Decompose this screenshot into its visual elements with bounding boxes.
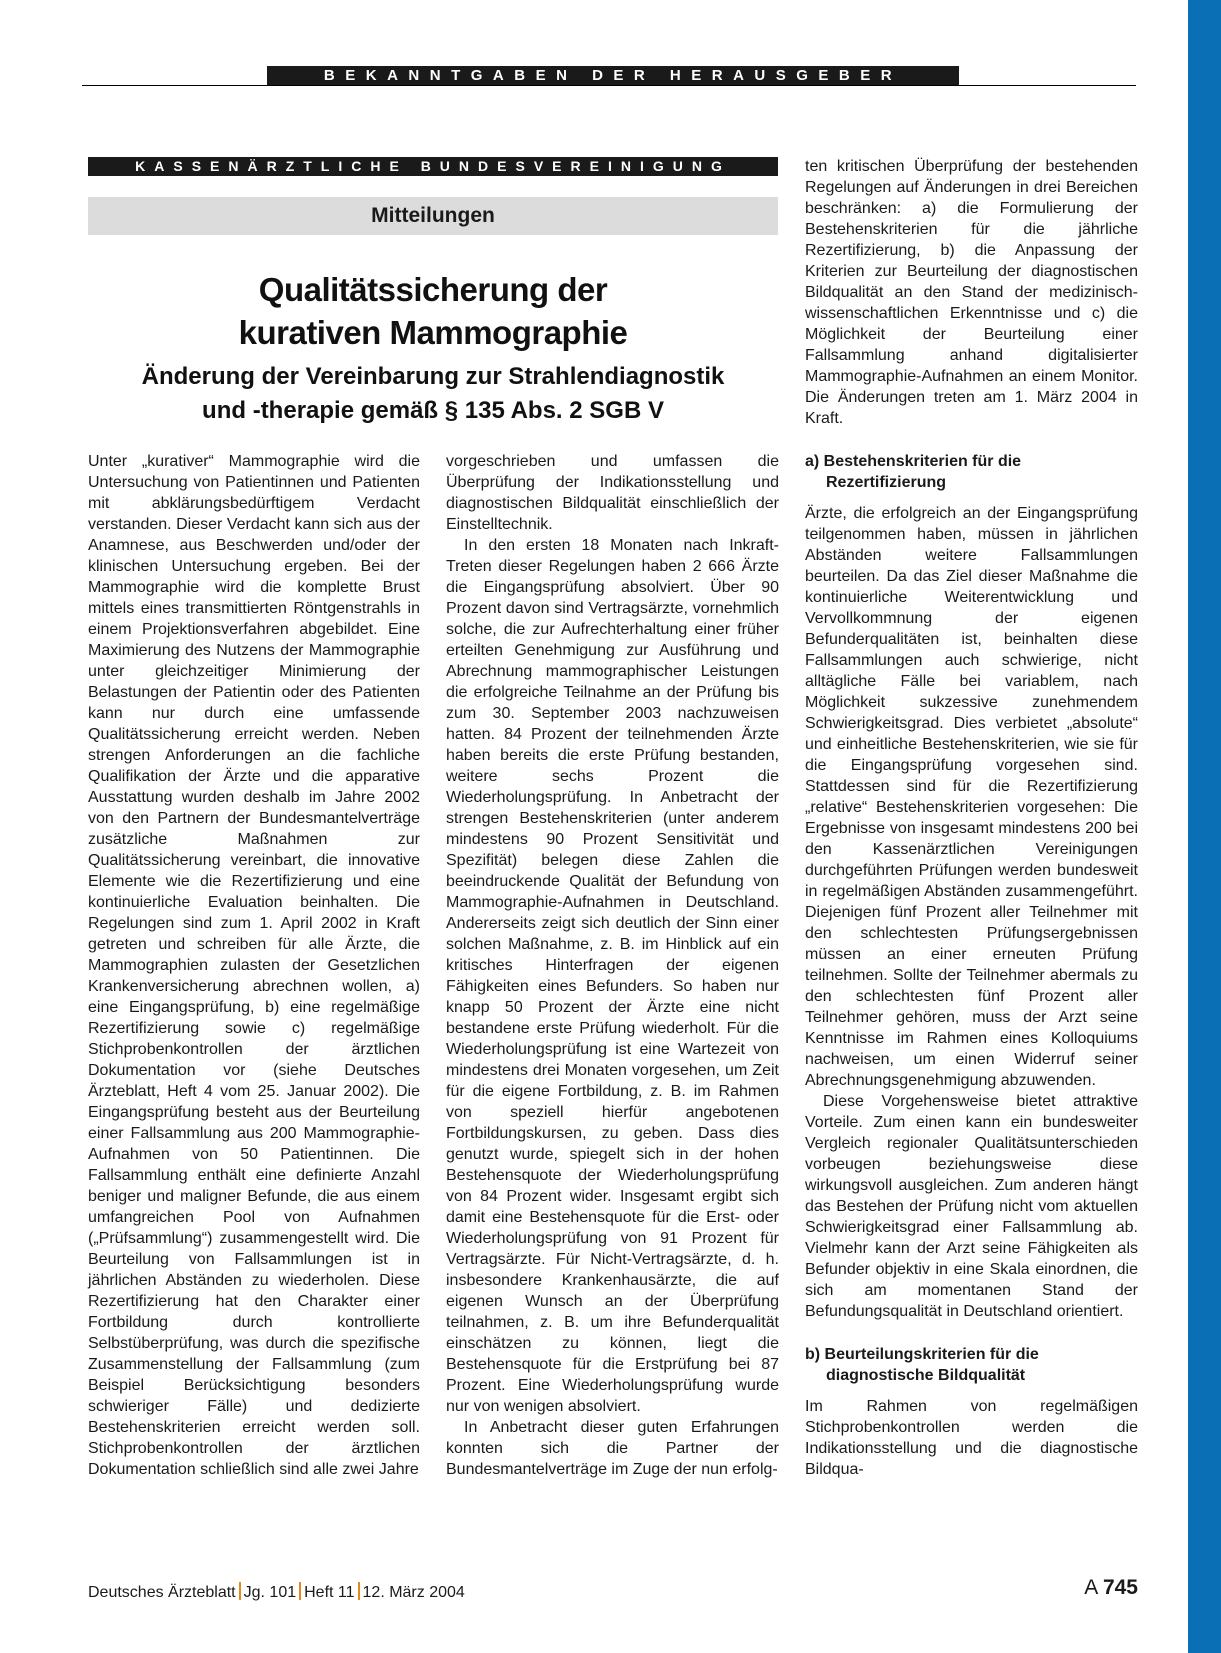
volume: Jg. 101	[243, 1584, 297, 1601]
article-subtitle	[88, 360, 778, 428]
paragraph: In den ersten 18 Monaten nach Inkraft-Treten dieser Regelungen haben 2 666 Ärzte die Eingangsprüfung absolviert. Über 90 Prozent davon sind Vertragsärzte, vornehmlich solche, die zur Aufrechterhaltung einer früher erteilten Genehmigung zur Ausführung und Abrechnung mammographischer Leistungen die erfolgreiche Teilnahme an der Prüfung bis zum 30. September 2003 nachzuweisen hatten. 84 Prozent der teilnehmenden Ärzte haben bereits die erste Prüfung bestanden, weitere sechs Prozent die Wiederholungsprüfung. In Anbetracht der strengen Bestehenskriterien (unter anderem mindestens 90 Prozent Sensitivität und Spezifität) belegen diese Zahlen die beeindruckende Qualität der Befundung von Mammographie-Aufnahmen in Deutschland. Andererseits zeigt sich deutlich der Sinn einer solchen Maßnahme, z. B. im Hinblick auf ein kritisches Hinterfragen der eigenen Fähigkeiten eines Befunders. So haben nur knapp 50 Prozent der Ärzte eine nicht bestandene erste Prüfung wiederholt. Für die Wiederholungsprüfung ist eine Wartezeit von mindestens drei Monaten vorgesehen, um Zeit für die eigene Fortbildung, z. B. im Rahmen von speziell hierfür angebotenen Fortbildungskursen, zu geben. Dass dies genutzt wurde, spiegelt sich in der hohen Bestehensquote der Wiederholungsprüfung von 84 Prozent wider. Insgesamt ergibt sich damit eine Bestehensquote für die Erst- oder Wiederholungsprüfung von 91 Prozent für Vertragsärzte. Für Nicht-Vertragsärzte, d. h. insbesondere Krankenhausärzte, die auf eigenen Wunsch an der Überprüfung teilnahmen, z. B. um ihre Befunderqualität einschätzen zu können, liegt die Bestehensquote für die Erstprüfung bei 87 Prozent. Eine Wiederholungsprüfung wurde nur von wenigen absolviert.	[446, 537, 779, 1415]
publisher-band: BEKANNTGABEN DER HERAUSGEBER	[267, 66, 959, 85]
paragraph: ten kritischen Überprüfung der bestehenden Regelungen auf Änderungen in drei Bereichen beschränken: a) die Formulierung der Bestehenskriterien für die jährliche Rezertifizierung, b) die Anpassung der Kriterien zur Beurteilung der diagnostischen Bildqualität an den Stand der medizinisch-wissenschaftlichen Erkenntnisse und c) die Möglichkeit der Beurteilung einer Fallsammlung anhand digitalisierter Mammographie-Aufnahmen an einem Monitor. Die Änderungen treten am 1. März 2004 in Kraft.	[805, 158, 1138, 427]
text-column-1	[88, 451, 420, 1480]
separator	[299, 1582, 301, 1600]
title-line-1: Qualitätssicherung der	[258, 271, 608, 308]
footer-citation	[88, 1582, 465, 1602]
subheading-b: b) Beurteilungskriterien für die diagnostische Bildqualität	[805, 1346, 1039, 1384]
paragraph: Unter „kurativer“ Mammographie wird die Untersuchung von Patientinnen und Patienten mit abklärungsbedürftigem Verdacht verstanden. Dieser Verdacht kann sich aus der Anamnese, aus Beschwerden und/oder der klinischen Untersuchung ergeben. Bei der Mammographie wird die komplette Brust mittels eines transmittierten Röntgenstrahls in einem Projektionsverfahren abgebildet. Eine Maximierung des Nutzens der Mammographie unter gleichzeitiger Minimierung der Belastungen der Patientin oder des Patienten kann nur durch eine umfassende Qualitätssicherung erreicht werden. Neben strengen Anforderungen an die fachliche Qualifikation der Ärzte und die apparative Ausstattung wurden deshalb im Jahre 2002 von den Partnern der Bundesmantelverträge zusätzliche Maßnahmen zur Qualitätssicherung vereinbart, die innovative Elemente wie die Rezertifizierung und eine kontinuierliche Evaluation beinhalten. Die Regelungen sind zum 1. April 2002 in Kraft getreten und schreiben für alle Ärzte, die Mammographien zulasten der Gesetzlichen Krankenversicherung abrechnen wollen, a) eine Eingangsprüfung, b) eine regelmäßige Rezertifizierung sowie c) regelmäßige Stichprobenkontrollen der ärztlichen Dokumentation vor (siehe Deutsches Ärzteblatt, Heft 4 vom 25. Januar 2002). Die Eingangsprüfung besteht aus der Beurteilung einer Fallsammlung aus 200 Mammographie-Aufnahmen von 50 Patientinnen. Die Fallsammlung enthält eine definierte Anzahl beniger und maligner Befunde, die aus einem umfangreichen Pool von Aufnahmen („Prüfsammlung“) zusammengestellt wird. Die Beurteilung von Fallsammlungen ist in jährlichen Abständen zu wiederholen. Diese Rezertifizierung hat den Charakter einer Fortbildung durch kontrollierte Selbstüberprüfung, was durch die spezifische Zusammenstellung der Fallsammlung (zum Beispiel Berücksichtigung besonders schwieriger Fälle) und dedizierte Bestehenskriterien erreicht werden soll. Stichprobenkontrollen der ärztlichen Dokumentation schließlich sind alle zwei Jahre	[88, 453, 420, 1478]
subtitle-line-1: Änderung der Vereinbarung zur Strahlendiagnostik	[141, 363, 725, 390]
separator	[239, 1582, 241, 1600]
header-rule	[82, 85, 1136, 86]
text-column-3	[805, 156, 1138, 1480]
paragraph: Ärzte, die erfolgreich an der Eingangsprüfung teilgenommen haben, müssen in jährlichen Abständen weitere Fallsammlungen beurteilen. Da das Ziel dieser Maßnahme die kontinuierliche Weiterentwicklung und Vervollkommnung der eigenen Befunderqualitäten ist, beinhalten diese Fallsammlungen auch schwierige, nicht alltägliche Fälle bei variablem, nach Möglichkeit sukzessive zunehmendem Schwierigkeitsgrad. Dies verbietet „absolute“ und einheitliche Bestehenskriterien, wie sie für die Eingangsprüfung vorgesehen sind. Stattdessen sind für die Rezertifizierung „relative“ Bestehenskriterien vorgesehen: Die Ergebnisse von insgesamt mindestens 200 bei den Kassenärztlichen Vereinigungen durchgeführten Prüfungen werden bundesweit in regelmäßigen Abständen zusammengeführt. Diejenigen fünf Prozent aller Teilnehmer mit den schlechtesten Prüfungsergebnissen müssen an einer erneuten Prüfung teilnehmen. Sollte der Teilnehmer abermals zu den schlechtesten fünf Prozent aller Teilnehmer gehören, muss der Arzt seine Kenntnisse im Rahmen eines Kolloquiums nachweisen, um einen Widerruf seiner Abrechnungsgenehmigung abzuwenden.	[805, 505, 1138, 1089]
paragraph: vorgeschrieben und umfassen die Überprüfung der Indikationsstellung und diagnostischen Bildqualität einschließlich der Einstelltechnik.	[446, 453, 779, 533]
journal-name: Deutsches Ärzteblatt	[88, 1584, 236, 1601]
text-column-2	[446, 451, 779, 1480]
title-line-2: kurativen Mammographie	[238, 314, 628, 351]
side-color-bar	[1188, 0, 1221, 1653]
page-number-value: 745	[1102, 1576, 1138, 1599]
paragraph: Diese Vorgehensweise bietet attraktive Vorteile. Zum einen kann ein bundesweiter Vergleich regionaler Qualitätsunterschieden vorbeugen beziehungsweise diese wirkungsvoll ausgleichen. Zum anderen hängt das Bestehen der Prüfung nicht vom aktuellen Schwierigkeitsgrad einer Fallsammlung ab. Vielmehr kann der Arzt seine Fähigkeiten als Befunder objektiv in eine Skala einordnen, die sich am momentanen Stand der Befundungsqualität in Deutschland orientiert.	[805, 1093, 1138, 1320]
section-label: Mitteilungen	[88, 197, 778, 235]
article-title	[88, 268, 778, 354]
organization-band: KASSENÄRZTLICHE BUNDESVEREINIGUNG	[88, 157, 778, 176]
page-number	[1084, 1576, 1138, 1600]
issue: Heft 11	[304, 1584, 355, 1601]
page-prefix: A	[1084, 1576, 1098, 1599]
subtitle-line-2: und -therapie gemäß § 135 Abs. 2 SGB V	[202, 397, 664, 424]
paragraph: In Anbetracht dieser guten Erfahrungen konnten sich die Partner der Bundesmantelverträge im Zuge der nun erfolg-	[446, 1419, 779, 1478]
issue-date: 12. März 2004	[362, 1584, 465, 1601]
separator	[358, 1582, 360, 1600]
subheading-a: a) Bestehenskriterien für die Rezertifizierung	[805, 453, 1022, 491]
paragraph: Im Rahmen von regelmäßigen Stichprobenkontrollen werden die Indikationsstellung und die diagnostische Bildqua-	[805, 1398, 1138, 1478]
